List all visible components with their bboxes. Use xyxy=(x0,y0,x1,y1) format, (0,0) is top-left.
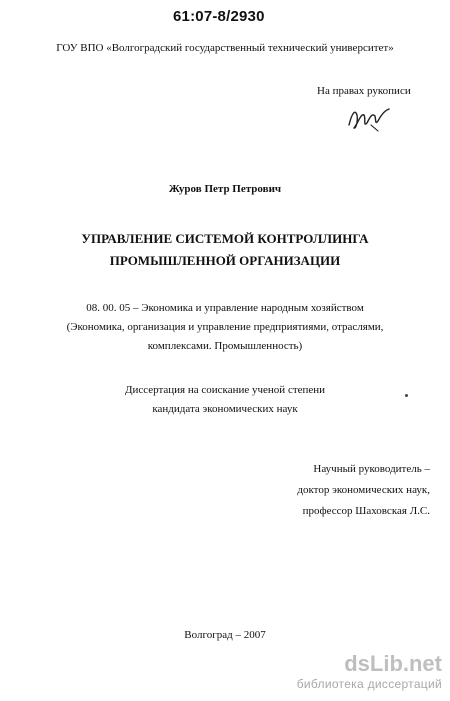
advisor-line: Научный руководитель – xyxy=(313,463,430,475)
city-year: Волгоград – 2007 xyxy=(184,629,266,641)
manuscript-rights-note: На правах рукописи xyxy=(317,85,411,97)
advisor-block xyxy=(0,459,430,522)
watermark-logo: dsLib.net xyxy=(344,651,442,676)
specialty-line: (Экономика, организация и управление предприятиями, отраслями, xyxy=(66,321,384,333)
advisor-line: доктор экономических наук, xyxy=(297,484,430,496)
speck-mark xyxy=(405,394,408,397)
title-line: УПРАВЛЕНИЕ СИСТЕМОЙ КОНТРОЛЛИНГА xyxy=(81,231,369,246)
specialty-line: 08. 00. 05 – Экономика и управление народным хозяйством xyxy=(86,302,364,314)
dslib-watermark xyxy=(297,651,442,691)
degree-line: Диссертация на соискание ученой степени xyxy=(124,384,326,396)
specialty-line: комплексами. Промышленность) xyxy=(147,340,303,352)
organization-name: ГОУ ВПО «Волгоградский государственный технический университет» xyxy=(56,42,394,54)
watermark-subtitle: библиотека диссертаций xyxy=(296,677,442,691)
advisor-line: профессор Шаховская Л.С. xyxy=(302,505,430,517)
degree-block xyxy=(0,381,450,419)
dissertation-title xyxy=(0,228,450,272)
author-name: Журов Петр Петрович xyxy=(168,183,282,195)
handwritten-signature xyxy=(345,103,395,133)
archive-stamp: 61:07-8/2930 xyxy=(173,8,265,25)
degree-line: кандидата экономических наук xyxy=(152,403,298,415)
title-line: ПРОМЫШЛЕННОЙ ОРГАНИЗАЦИИ xyxy=(109,253,341,268)
specialty-block xyxy=(0,299,450,356)
